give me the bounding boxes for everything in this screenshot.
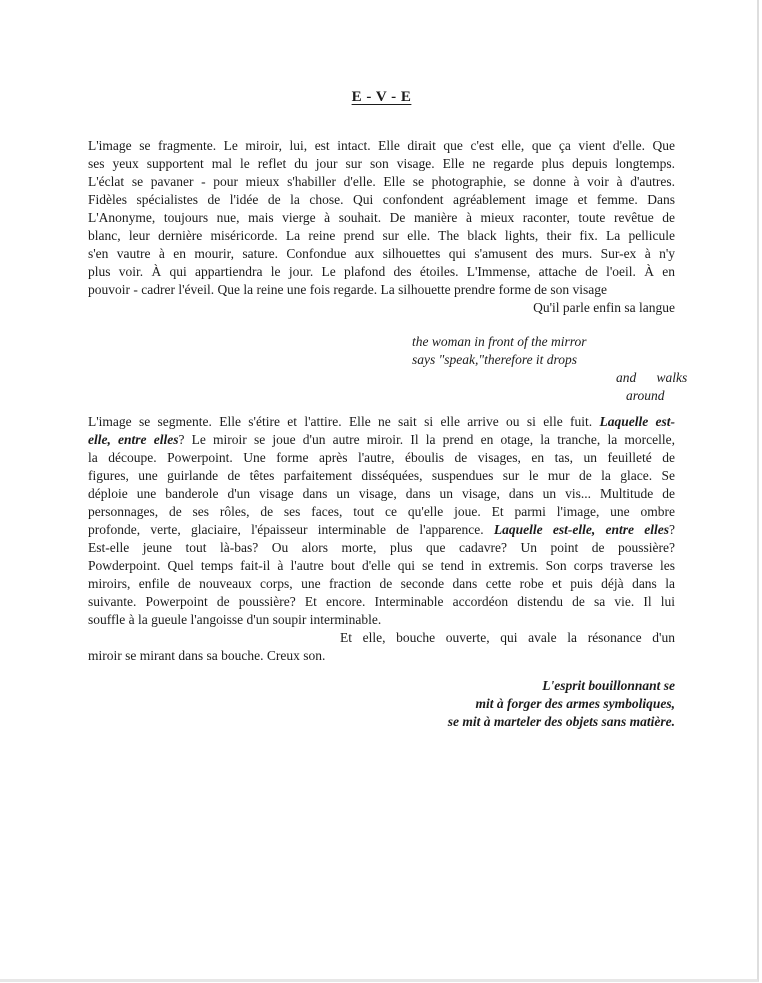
text-line	[88, 521, 675, 539]
poem-line: says "speak,"therefore it drops	[412, 352, 578, 367]
text-segment: ?	[669, 522, 676, 537]
text-line: miroir se mirant dans sa bouche. Creux son.	[88, 648, 326, 663]
text-line: suivante. Powerpoint de poussière? Et encore. Interminable accordéon distendu de sa vie. Il lui	[88, 594, 675, 609]
text-line	[88, 431, 675, 449]
text-line: Fidèles spécialistes de l'idée de la chose. Qui confondent agréablement image et femme. Dans	[88, 192, 675, 207]
italic-phrase: Laquelle est-elle, entre elles	[493, 522, 670, 537]
text-line: pouvoir - cadrer l'éveil. Que la reine une fois regarde. La silhouette prendre forme de son visage	[88, 282, 607, 297]
poem-english-italic	[88, 333, 688, 405]
page-title-text: E - V - E	[351, 89, 412, 105]
poem-line: the woman in front of the mirror	[412, 334, 587, 349]
text-line: Powderpoint. Quel temps fait-il à l'autre bout d'elle qui se tend in extremis. Son corps traverse les	[88, 558, 675, 573]
poem-french-italic	[88, 677, 675, 731]
text-line: miroirs, enfile de nouveaux corps, une fraction de seconde dans cette robe et puis déjà dans la	[88, 576, 675, 591]
poem-line: and walks	[616, 370, 688, 385]
text-line: figures, une guirlande de têtes parfaitement disséquées, suspendues sur le mur de la glace. Se	[88, 468, 675, 483]
paragraph-3	[88, 629, 675, 665]
text-line: déploie une banderole d'un visage dans un visage, dans un visage, dans un vis... Multitude de	[88, 486, 675, 501]
paragraph-2	[88, 413, 675, 629]
text-line: blanc, leur dernière miséricorde. La reine prend sur elle. The black lights, their fix. La pellicule	[88, 228, 675, 243]
page-title	[88, 88, 675, 106]
text-line: personnages, de ses rôles, de ses faces, tout ce qu'elle joue. Et parmi l'image, une ombre	[88, 504, 675, 519]
poem-line: mit à forger des armes symboliques,	[475, 696, 675, 711]
poem-line: se mit à marteler des objets sans matière.	[447, 714, 675, 729]
poem-line: around	[626, 388, 665, 403]
text-line: la découpe. Powerpoint. Une forme après l'autre, éboulis de visages, en tas, un feuilleté de	[88, 450, 675, 465]
text-line	[88, 413, 675, 431]
text-line: L'éclat se pavaner - pour mieux s'habiller d'elle. Elle se photographie, se donne à voir à d'autres.	[88, 174, 675, 189]
text-segment: ? Le miroir se joue d'un autre miroir. Il la prend en otage, la tranche, la morcelle,	[178, 432, 675, 447]
text-segment: profonde, verte, glaciaire, l'épaisseur interminable de l'apparence.	[88, 522, 494, 537]
italic-phrase: elle, entre elles	[88, 432, 179, 447]
poem-line: L'esprit bouillonnant se	[542, 678, 675, 693]
text-line: plus voir. À qui appartiendra le jour. Le plafond des étoiles. L'Immense, attache de l'oeil. À en	[88, 264, 675, 279]
text-segment: L'image se segmente. Elle s'étire et l'attire. Elle ne sait si elle arrive ou si elle fuit.	[88, 414, 600, 429]
paragraph-1	[88, 137, 675, 317]
right-aligned-line: Qu'il parle enfin sa langue	[533, 300, 675, 315]
text-line: L'Anonyme, toujours nue, mais vierge à souhait. De manière à mieux raconter, toute revêtue de	[88, 210, 675, 225]
italic-phrase: Laquelle est-	[599, 414, 676, 429]
text-line: Est-elle jeune tout là-bas? Ou alors morte, plus que cadavre? Un point de poussière?	[88, 540, 675, 555]
text-line: s'en vautre à en mourir, sature. Confondue aux silhouettes qui s'amusent des murs. Sur-ex à n'y	[88, 246, 675, 261]
text-line: L'image se fragmente. Le miroir, lui, est intact. Elle dirait que c'est elle, que ça vient d'elle. Que	[88, 138, 675, 153]
text-line: ses yeux supportent mal le reflet du jour sur son visage. Elle ne regarde plus depuis longtemps.	[88, 156, 675, 171]
text-line: souffle à la gueule l'angoisse d'un soupir interminable.	[88, 612, 382, 627]
text-block	[88, 0, 688, 731]
indented-line: Et elle, bouche ouverte, qui avale la résonance d'un	[340, 630, 675, 645]
